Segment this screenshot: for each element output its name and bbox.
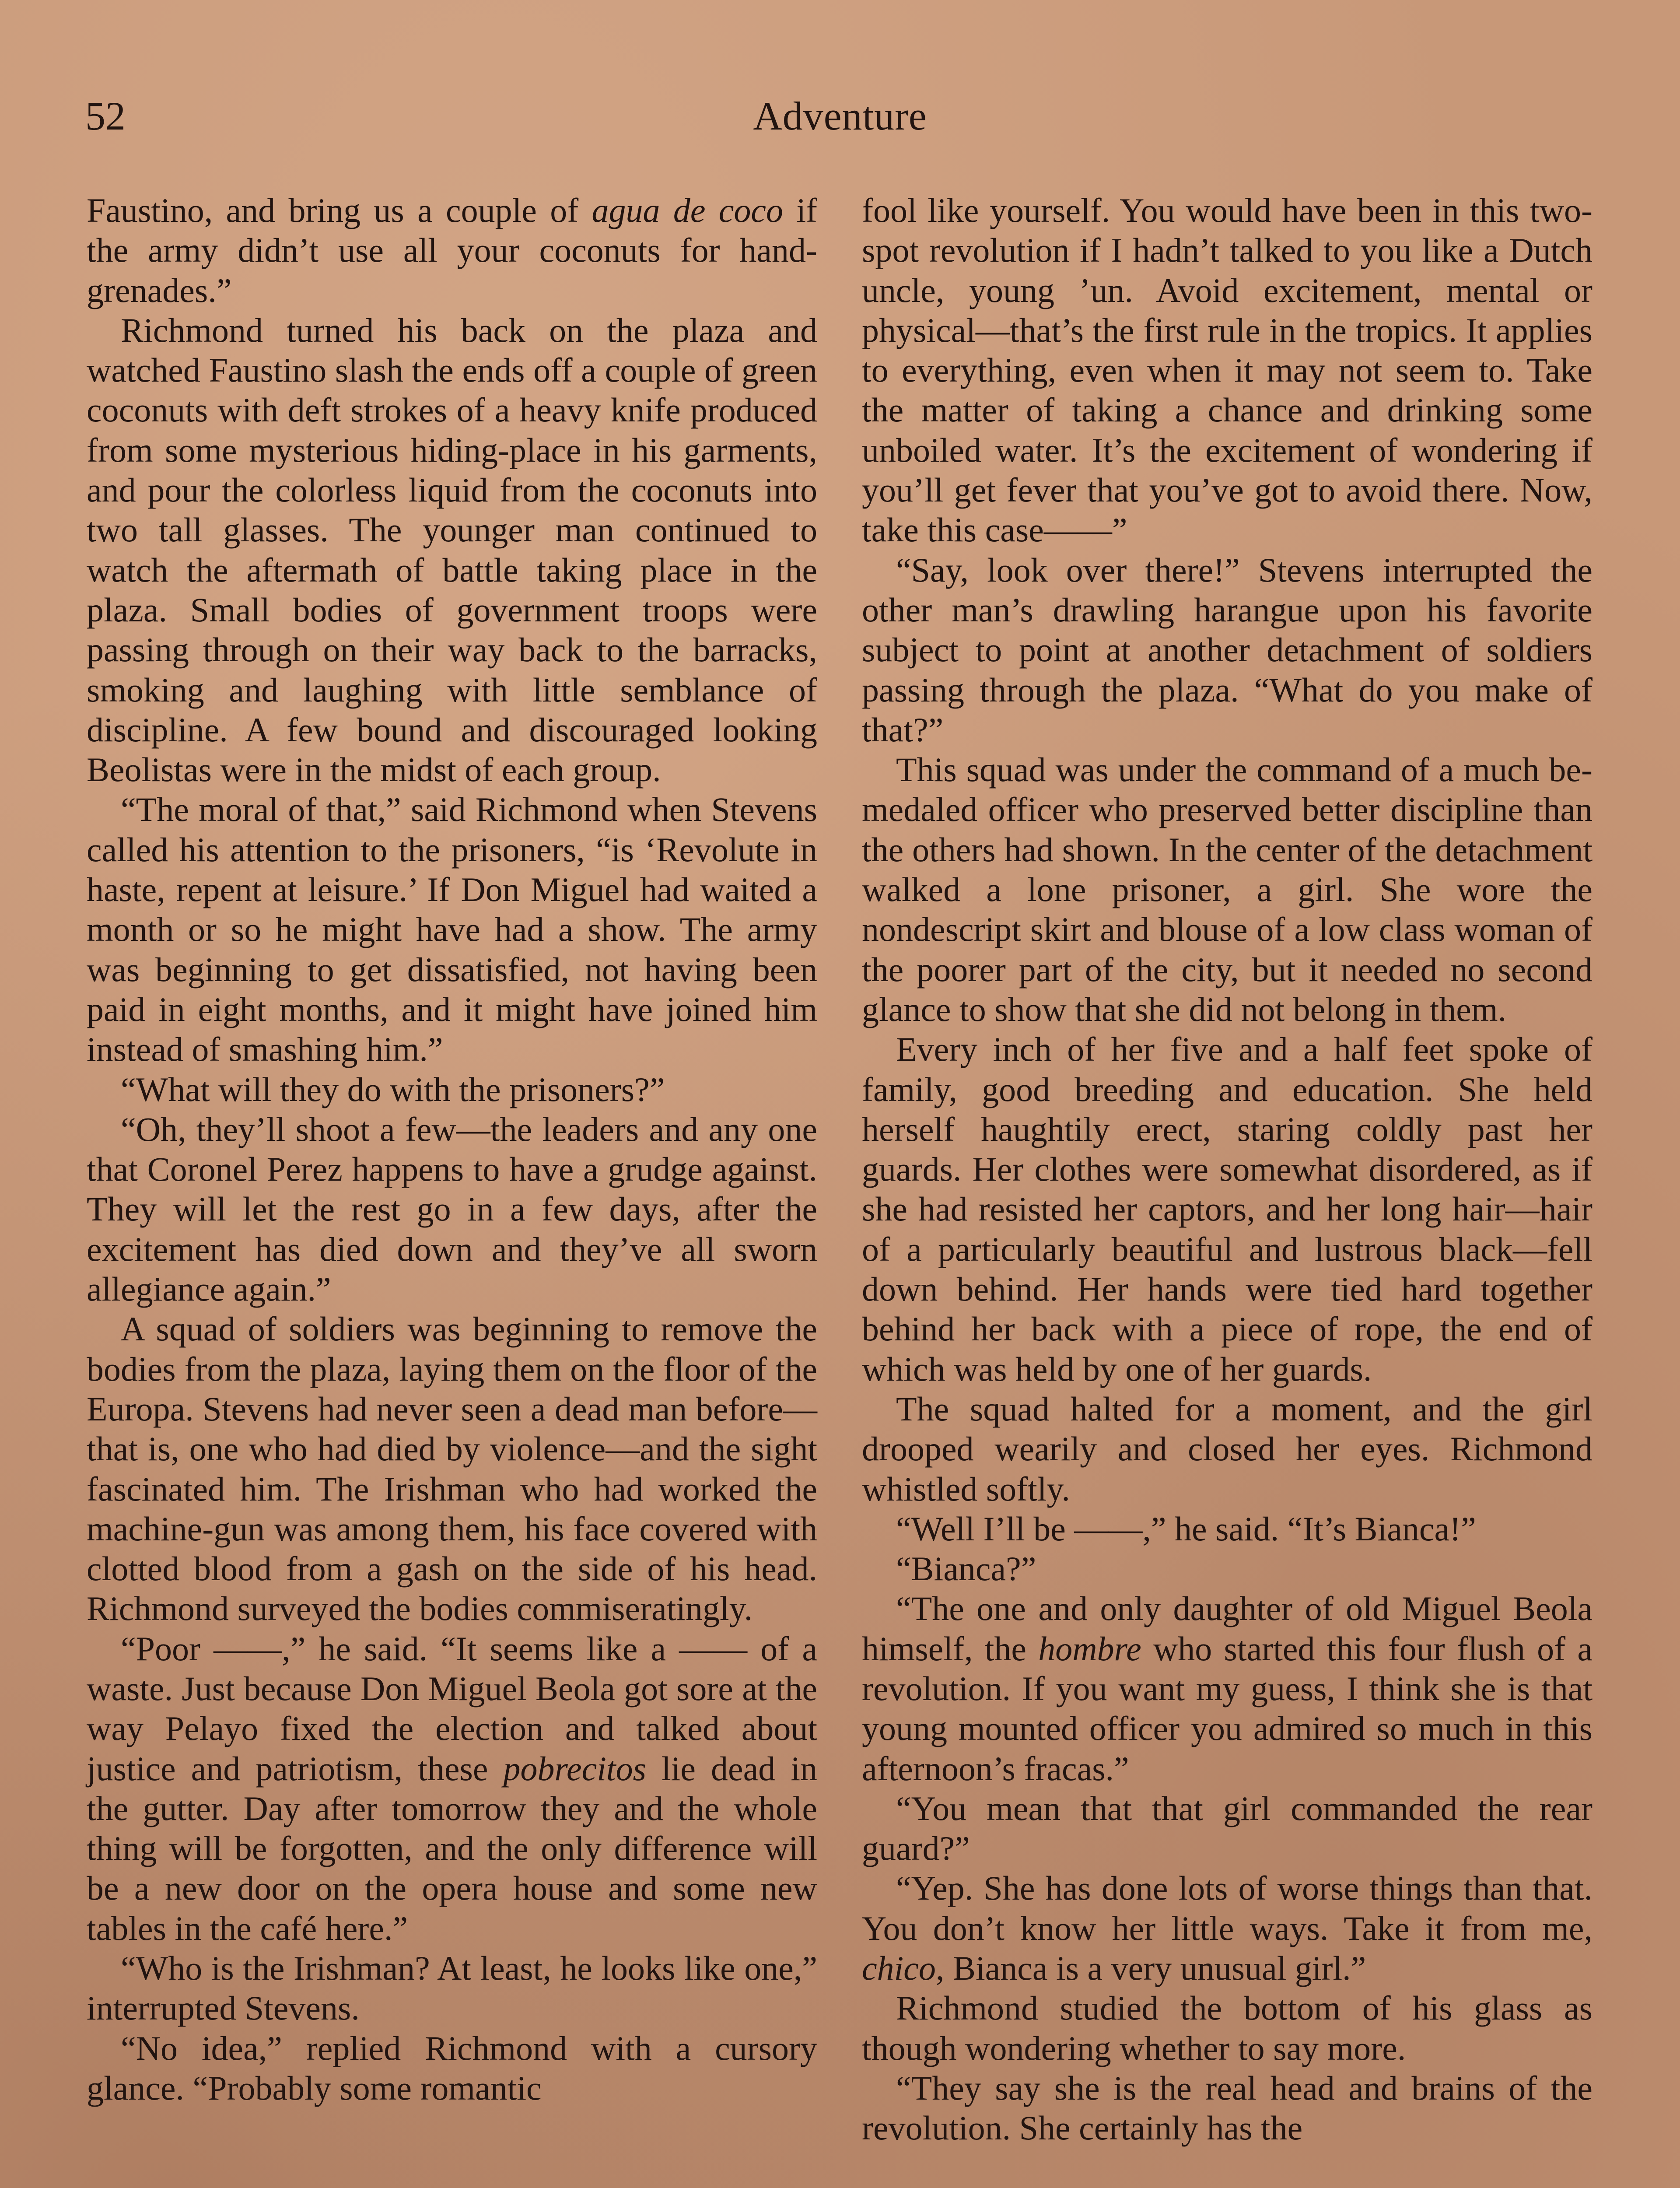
italic-text: hombre bbox=[1038, 1629, 1141, 1668]
paragraph bbox=[87, 310, 817, 790]
paragraph bbox=[862, 1509, 1592, 1549]
page-header bbox=[85, 88, 1595, 144]
paragraph bbox=[87, 190, 817, 310]
text-run: Faustino, and bring us a couple of bbox=[87, 191, 592, 229]
paragraph bbox=[87, 1309, 817, 1628]
italic-text: pobrecitos bbox=[503, 1749, 646, 1788]
text-run: Every inch of her five and a half feet spoke of family, good breeding and education. She held herself haughtily erect, staring coldly past her guards. Her clothes were somewhat disordered, as if she had resisted her captors, and her long hair—hair of a particularly beautiful and lustrous black—fell down behind. Her hands were tied hard together behind her back with a piece of rope, the end of which was held by one of her guards. bbox=[862, 1030, 1592, 1388]
paragraph bbox=[87, 1069, 817, 1109]
text-run: who started this four flush of a revolution. If you want my guess, I think she is that young mounted officer you admired so much in this afternoon’s fracas.” bbox=[862, 1629, 1592, 1788]
running-title: Adventure bbox=[753, 94, 927, 138]
text-run: A squad of soldiers was beginning to remove the bodies from the plaza, laying them on the floor of the Europa. Stevens had never seen a dead man before—that is, one who had died by violence—and the sight fascinated him. The Irishman who had worked the machine-gun was among them, his face covered with clotted blood from a gash on the side of his head. Richmond surveyed the bodies commiseratingly. bbox=[87, 1310, 817, 1628]
text-run: “What will they do with the prisoners?” bbox=[121, 1070, 665, 1108]
text-run: Richmond studied the bottom of his glass as though wondering whether to say more. bbox=[862, 1989, 1592, 2067]
paragraph bbox=[87, 1109, 817, 1309]
text-run: Richmond turned his back on the plaza and watched Faustino slash the ends off a couple of green coconuts with deft strokes of a heavy knife produced from some mysterious hiding-place in his garments, and pour the colorless liquid from the coconuts into two tall glasses. The younger man continued to watch the aftermath of battle taking place in the plaza. Small bodies of government troops were passing through on their way back to the barracks, smoking and laughing with little semblance of discipline. A few bound and discouraged looking Beolistas were in the midst of each group. bbox=[87, 311, 817, 789]
text-run: fool like yourself. You would have been in this two-spot revolution if I hadn’t talked to you like a Dutch uncle, young ’un. Avoid excitement, mental or physical—that’s the first rule in the tropics. It applies to everything, even when it may not seem to. Take the matter of taking a chance and drinking some unboiled water. It’s the excitement of wondering if you’ll get fever that you’ve got to avoid there. Now, take this case——” bbox=[862, 191, 1592, 549]
text-run: “Say, look over there!” Stevens interrupted the other man’s drawling harangue upon his favorite subject to point at another detachment of soldiers passing through the plaza. “What do you make of that?” bbox=[862, 551, 1592, 749]
paragraph bbox=[862, 750, 1592, 1029]
italic-text: agua de coco bbox=[592, 191, 784, 229]
text-run: , Bianca is a very unusual girl.” bbox=[935, 1949, 1366, 1988]
text-run: “No idea,” replied Richmond with a cursory glance. “Probably some romantic bbox=[87, 2029, 817, 2107]
paragraph bbox=[862, 1588, 1592, 1788]
paragraph bbox=[862, 1549, 1592, 1588]
paragraph bbox=[862, 190, 1592, 550]
text-run: “The one and only daughter of old Miguel Beola himself, the bbox=[862, 1589, 1592, 1668]
text-run: “Oh, they’ll shoot a few—the leaders and any one that Coronel Perez happens to have a grudge against. They will let the rest go in a few days, after the excitement has died down and they’ve all sworn allegiance again.” bbox=[87, 1110, 817, 1308]
text-run: “The moral of that,” said Richmond when Stevens called his attention to the prisoners, “is ‘Revolute in haste, repent at leisure.’ If Don Miguel had waited a month or so he might have had a show. The army was beginning to get dissatisfied, not having been paid in eight months, and it might have joined him instead of smashing him.” bbox=[87, 790, 817, 1069]
right-text-column bbox=[862, 190, 1592, 2148]
paragraph bbox=[862, 1788, 1592, 1869]
text-run: “Poor ——,” he said. “It seems like a —— of a waste. Just because Don Miguel Beola got sore at the way Pelayo fixed the election and talked about justice and patriotism, these bbox=[87, 1629, 817, 1788]
paragraph bbox=[87, 2028, 817, 2108]
text-run: “Well I’ll be ——,” he said. “It’s Bianca!” bbox=[896, 1509, 1476, 1548]
paragraph bbox=[87, 1629, 817, 1948]
paragraph bbox=[87, 1948, 817, 2028]
text-run: “You mean that that girl commanded the rear guard?” bbox=[862, 1789, 1592, 1868]
paragraph bbox=[862, 1988, 1592, 2068]
italic-text: chico bbox=[862, 1949, 936, 1988]
paragraph bbox=[862, 1029, 1592, 1389]
left-text-column bbox=[87, 190, 817, 2108]
text-run: lie dead in the gutter. Day after tomorrow they and the whole thing will be forgotten, and the only difference will be a new door on the opera house and some new tables in the café here.” bbox=[87, 1749, 818, 1947]
text-run: “Who is the Irishman? At least, he looks like one,” interrupted Stevens. bbox=[87, 1949, 817, 2027]
text-run: “Yep. She has done lots of worse things than that. You don’t know her little ways. Take it from me, bbox=[862, 1869, 1592, 1947]
text-run: “They say she is the real head and brains of the revolution. She certainly has the bbox=[862, 2069, 1592, 2147]
text-run: This squad was under the command of a much be-medaled officer who preserved better discipline than the others had shown. In the center of the detachment walked a lone prisoner, a girl. She wore the nondescript skirt and blouse of a low class woman of the poorer part of the city, but it needed no second glance to show that she did not belong in them. bbox=[862, 750, 1592, 1028]
paragraph bbox=[862, 1868, 1592, 1988]
text-run: “Bianca?” bbox=[896, 1550, 1036, 1588]
paragraph bbox=[862, 550, 1592, 750]
page-number: 52 bbox=[85, 94, 126, 138]
paragraph bbox=[862, 1389, 1592, 1509]
paragraph bbox=[87, 789, 817, 1069]
paragraph bbox=[862, 2068, 1592, 2148]
text-run: The squad halted for a moment, and the girl drooped wearily and closed her eyes. Richmond whistled softly. bbox=[862, 1389, 1592, 1508]
text-run: if the army didn’t use all your coconuts for hand-grenades.” bbox=[87, 191, 817, 309]
